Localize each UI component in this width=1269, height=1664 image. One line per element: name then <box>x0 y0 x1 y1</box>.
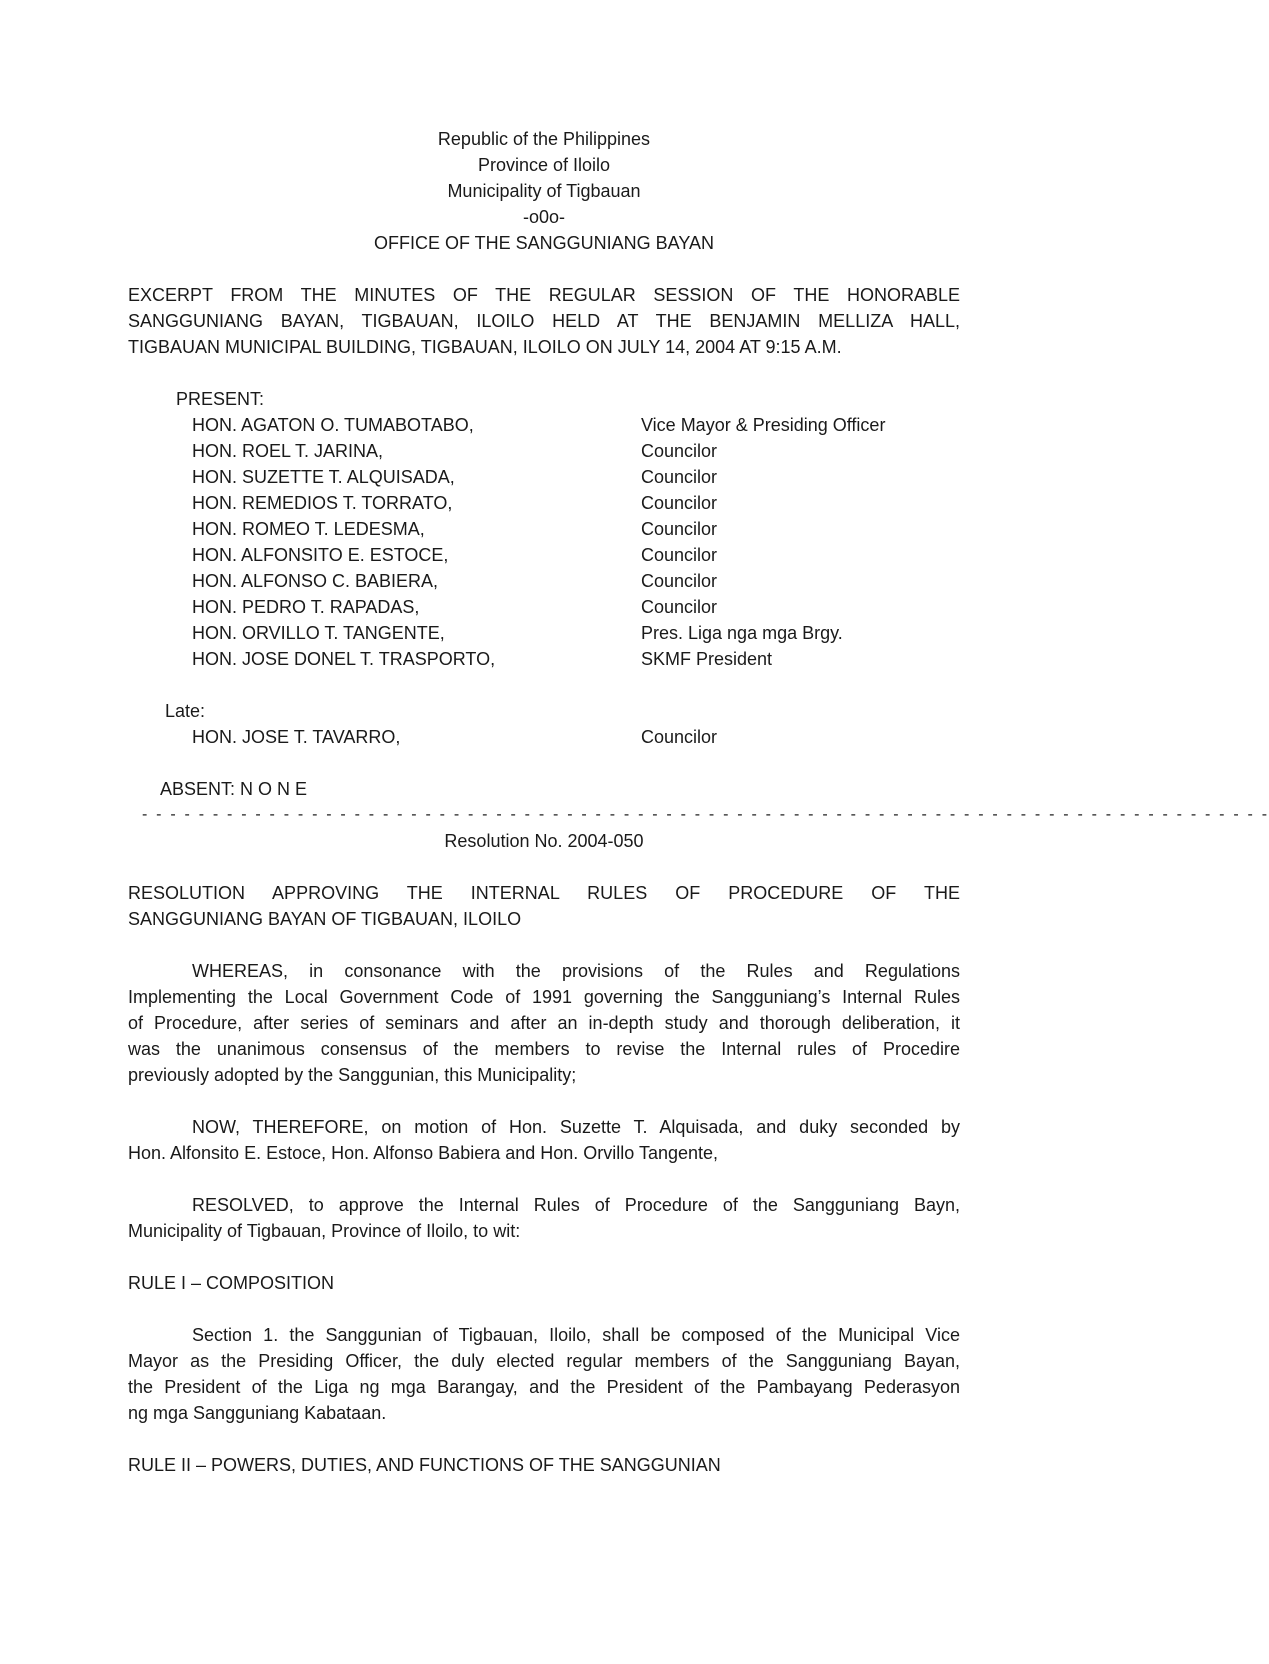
section-1-line: Section 1. the Sanggunian of Tigbauan, Iloilo, shall be composed of the Municipal Vice <box>192 1325 960 1345</box>
header-country: Republic of the Philippines <box>437 129 651 149</box>
late-attendee-role: Councilor <box>641 727 718 747</box>
present-attendee-name: HON. SUZETTE T. ALQUISADA, <box>192 467 455 487</box>
present-attendee-name: HON. ALFONSITO E. ESTOCE, <box>192 545 449 565</box>
present-attendee-name: HON. REMEDIOS T. TORRATO, <box>192 493 453 513</box>
present-attendee-role: Councilor <box>641 441 718 461</box>
section-1-line: the President of the Liga ng mga Barangay, and the President of the Pambayang Pederasyon <box>128 1377 960 1397</box>
dashed-divider: - - - - - - - - - - - - - - - - - - - - - - - - - - - - - - - - - - - - - - - - - - - - - - - - - - - - - - - - - - - - - - - - - - - - - - - - - - - - - - - - <box>142 806 1269 823</box>
present-attendee-role: Councilor <box>641 571 718 591</box>
now-therefore-line: Hon. Alfonsito E. Estoce, Hon. Alfonso Babiera and Hon. Orvillo Tangente, <box>128 1143 719 1163</box>
present-attendee-role: Councilor <box>641 519 718 539</box>
header-municipality: Municipality of Tigbauan <box>447 181 641 201</box>
now-therefore-line: NOW, THEREFORE, on motion of Hon. Suzette T. Alquisada, and duky seconded by <box>192 1117 960 1137</box>
late-label: Late: <box>165 701 206 721</box>
header-office: OFFICE OF THE SANGGUNIANG BAYAN <box>373 233 715 253</box>
present-attendee-name: HON. JOSE DONEL T. TRASPORTO, <box>192 649 496 669</box>
resolved-line: Municipality of Tigbauan, Province of Iloilo, to wit: <box>128 1221 521 1241</box>
present-attendee-name: HON. ROMEO T. LEDESMA, <box>192 519 425 539</box>
present-attendee-name: HON. PEDRO T. RAPADAS, <box>192 597 420 617</box>
whereas-line: Implementing the Local Government Code of 1991 governing the Sangguniang’s Internal Rules <box>128 987 960 1007</box>
whereas-line: WHEREAS, in consonance with the provisions of the Rules and Regulations <box>192 961 960 981</box>
present-attendee-role: Pres. Liga nga mga Brgy. <box>641 623 843 643</box>
absent-label: ABSENT: N O N E <box>160 779 308 799</box>
now-therefore-paragraph <box>128 1114 960 1166</box>
section-1-line: Mayor as the Presiding Officer, the duly elected regular members of the Sangguniang Bayan, <box>128 1351 960 1371</box>
present-attendee-name: HON. ORVILLO T. TANGENTE, <box>192 623 445 643</box>
header-province: Province of Iloilo <box>477 155 611 175</box>
present-label: PRESENT: <box>176 389 265 409</box>
present-attendee-role: Vice Mayor & Presiding Officer <box>641 415 886 435</box>
resolution-title-line-2: SANGGUNIANG BAYAN OF TIGBAUAN, ILOILO <box>128 909 522 929</box>
section-1-line: ng mga Sangguniang Kabataan. <box>128 1403 387 1423</box>
excerpt-line-1: EXCERPT FROM THE MINUTES OF THE REGULAR SESSION OF THE HONORABLE <box>128 285 960 305</box>
present-attendee-role: Councilor <box>641 467 718 487</box>
present-attendee-name: HON. ALFONSO C. BABIERA, <box>192 571 439 591</box>
resolution-title-line-1: RESOLUTION APPROVING THE INTERNAL RULES OF PROCEDURE OF THE <box>128 883 960 903</box>
resolution-number: Resolution No. 2004-050 <box>444 831 644 851</box>
present-attendee-name: HON. AGATON O. TUMABOTABO, <box>192 415 474 435</box>
rule-1-heading: RULE I – COMPOSITION <box>128 1273 335 1293</box>
resolved-line: RESOLVED, to approve the Internal Rules of Procedure of the Sangguniang Bayn, <box>192 1195 960 1215</box>
present-attendee-role: Councilor <box>641 545 718 565</box>
present-attendee-role: Councilor <box>641 493 718 513</box>
whereas-paragraph <box>128 958 960 1088</box>
whereas-line: previously adopted by the Sanggunian, this Municipality; <box>128 1065 577 1085</box>
rule-2-heading: RULE II – POWERS, DUTIES, AND FUNCTIONS OF THE SANGGUNIAN <box>128 1455 721 1475</box>
excerpt-line-3: TIGBAUAN MUNICIPAL BUILDING, TIGBAUAN, ILOILO ON JULY 14, 2004 AT 9:15 A.M. <box>128 337 842 357</box>
section-1-paragraph <box>128 1322 960 1426</box>
header-separator: -o0o- <box>522 207 566 227</box>
excerpt-line-2: SANGGUNIANG BAYAN, TIGBAUAN, ILOILO HELD AT THE BENJAMIN MELLIZA HALL, <box>128 311 960 331</box>
resolved-paragraph <box>128 1192 960 1244</box>
present-attendee-name: HON. ROEL T. JARINA, <box>192 441 384 461</box>
late-attendee-name: HON. JOSE T. TAVARRO, <box>192 727 401 747</box>
whereas-line: was the unanimous consensus of the members to revise the Internal rules of Procedire <box>128 1039 960 1059</box>
present-attendee-role: Councilor <box>641 597 718 617</box>
whereas-line: of Procedure, after series of seminars and after an in-depth study and thorough deliberation, it <box>128 1013 960 1033</box>
present-attendee-role: SKMF President <box>641 649 773 669</box>
